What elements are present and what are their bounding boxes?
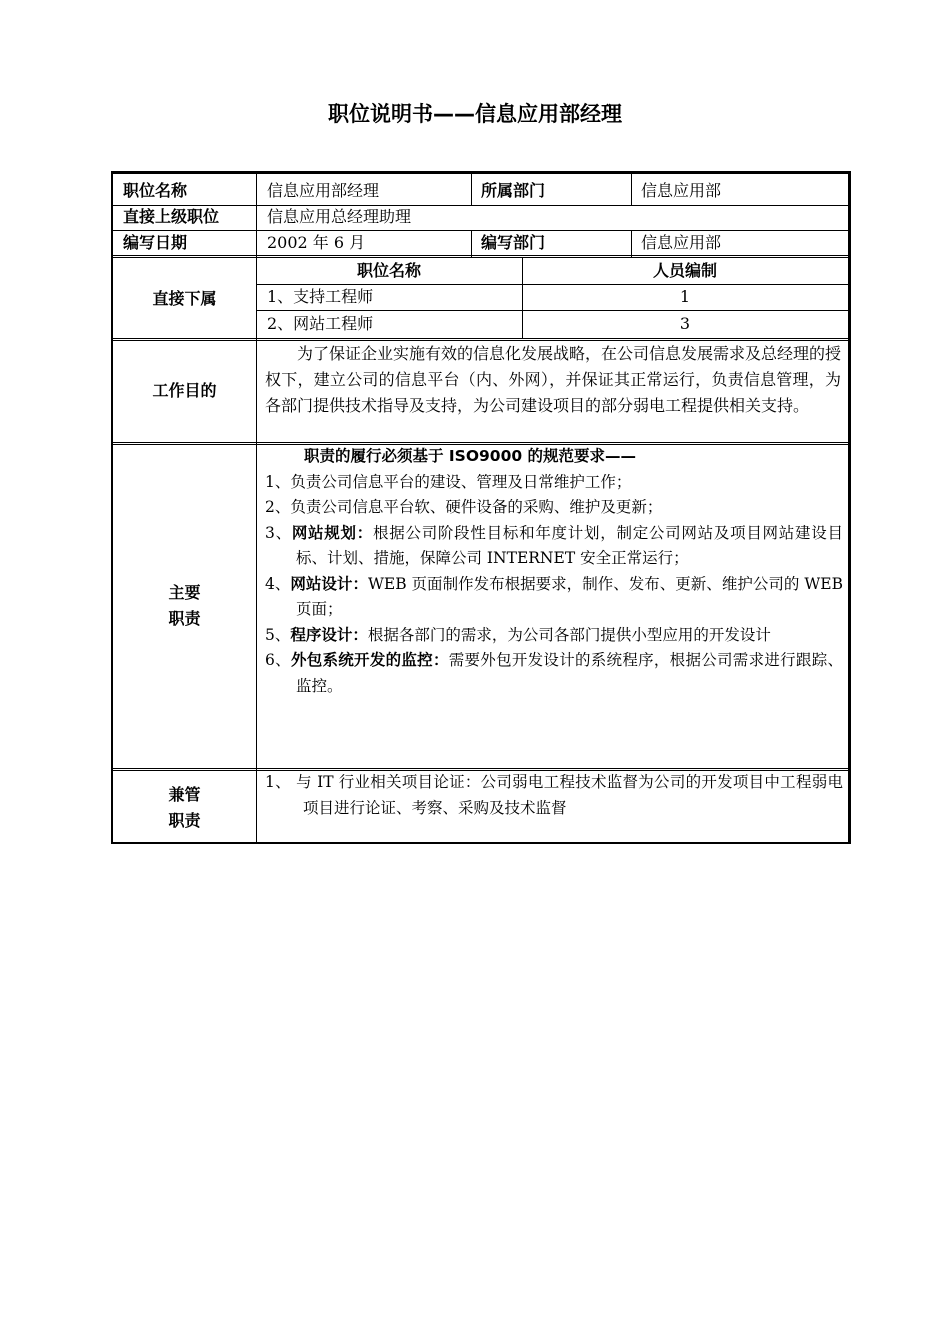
list-item: 1、负责公司信息平台的建设、管理及日常维护工作； xyxy=(265,472,632,491)
list-item: 1、 与 IT 行业相关项目论证：公司弱电工程技术监督为公司的开发项目中工程弱电项目进行论证、考察、采购及技术监督 xyxy=(265,773,843,817)
purpose-text: 为了保证企业实施有效的信息化发展战略，在公司信息发展需求及总经理的授权下，建立公司的信息平台（内、外网），并保证其正常运行，负责信息管理，为各部门提供技术指导及支持，为公司建设项目的部分弱电工程提供相关支持。 xyxy=(265,344,842,415)
duties-list xyxy=(265,444,843,699)
list-item: 6、外包系统开发的监控：需要外包开发设计的系统程序，根据公司需求进行跟踪、监控。 xyxy=(265,651,843,695)
page-title: 职位说明书——信息应用部经理 xyxy=(328,102,622,126)
list-item: 2、负责公司信息平台软、硬件设备的采购、维护及更新； xyxy=(265,498,663,516)
job-description-table xyxy=(111,171,851,844)
subordinate-name: 1、支持工程师 xyxy=(267,287,374,306)
position-label: 职位名称 xyxy=(123,181,188,200)
duties-label-line2: 职责 xyxy=(168,609,201,628)
duties-label-line1: 主要 xyxy=(168,583,201,602)
list-item: 4、网站设计：WEB 页面制作发布根据要求，制作、发布、更新、维护公司的 WEB 页面； xyxy=(265,574,843,618)
concurrent-list xyxy=(265,770,843,821)
author-dept-value: 信息应用部 xyxy=(641,233,722,252)
subordinates-col-count: 人员编制 xyxy=(652,261,717,280)
superior-value: 信息应用总经理助理 xyxy=(267,207,412,226)
subordinate-count: 1 xyxy=(679,287,691,306)
date-value: 2002 年 6 月 xyxy=(267,233,366,252)
department-value: 信息应用部 xyxy=(641,181,722,200)
subordinate-name: 2、网站工程师 xyxy=(267,314,374,333)
superior-label: 直接上级职位 xyxy=(123,207,220,226)
concurrent-label-line1: 兼管 xyxy=(168,785,201,804)
concurrent-label-line2: 职责 xyxy=(168,811,201,830)
list-item: 5、程序设计：根据各部门的需求，为公司各部门提供小型应用的开发设计 xyxy=(265,625,771,644)
date-label: 编写日期 xyxy=(123,233,188,252)
purpose-label: 工作目的 xyxy=(152,381,217,400)
subordinates-col-name: 职位名称 xyxy=(356,261,421,280)
department-label: 所属部门 xyxy=(481,181,546,200)
subordinate-count: 3 xyxy=(679,314,691,333)
subordinates-label: 直接下属 xyxy=(152,289,217,308)
duties-heading: 职责的履行必须基于 ISO9000 的规范要求—— xyxy=(304,447,637,465)
position-value: 信息应用部经理 xyxy=(267,181,380,200)
list-item: 3、网站规划：根据公司阶段性目标和年度计划，制定公司网站及项目网站建设目标、计划、措施，保障公司 INTERNET 安全正常运行； xyxy=(265,523,843,567)
author-dept-label: 编写部门 xyxy=(481,233,546,252)
